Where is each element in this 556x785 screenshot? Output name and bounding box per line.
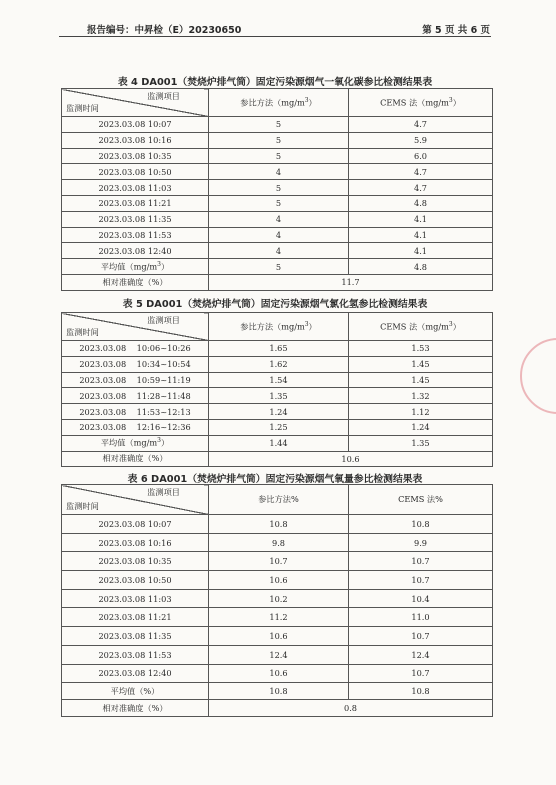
cems-value: 1.12 xyxy=(349,404,493,420)
table-header-row xyxy=(62,313,493,341)
ref-value: 4 xyxy=(209,243,349,259)
header-time-label: 监测时间 xyxy=(66,501,99,511)
header-cems-method: CEMS 法$(mg/m^3)$ xyxy=(349,89,493,117)
table-row xyxy=(62,132,493,148)
table-row xyxy=(62,589,493,608)
time-cell: 2023.03.08 10:07 xyxy=(62,515,209,534)
table-row xyxy=(62,164,493,180)
ref-value: 1.35 xyxy=(209,388,349,404)
time-cell: 2023.03.08 10:06~10:26 xyxy=(62,341,209,357)
header-item-label: 监测项目 xyxy=(147,91,180,101)
accuracy-value: 0.8 xyxy=(209,700,493,717)
header-ref-method: 参比方法% xyxy=(209,485,349,515)
table-row xyxy=(62,180,493,196)
diagonal-header-cell xyxy=(62,485,209,515)
header-cems-method: CEMS 法% xyxy=(349,485,493,515)
ref-value: 10.8 xyxy=(209,515,349,534)
ref-value: 11.2 xyxy=(209,608,349,627)
ref-value: 1.62 xyxy=(209,356,349,372)
table-row xyxy=(62,341,493,357)
ref-value: 4 xyxy=(209,164,349,180)
ref-value: 1.24 xyxy=(209,404,349,420)
time-cell: 2023.03.08 11:03 xyxy=(62,589,209,608)
table-row xyxy=(62,372,493,388)
table5-caption: 表 5 DA001（焚烧炉排气筒）固定污染源烟气氯化氢参比检测结果表 xyxy=(122,299,428,310)
header-divider xyxy=(59,36,491,37)
average-label: 平均值$(mg/m^3)$ xyxy=(62,435,209,451)
table6-caption: 表 6 DA001（焚烧炉排气筒）固定污染源烟气氧量参比检测结果表 xyxy=(127,474,423,485)
average-label: 平均值$(mg/m^3)$ xyxy=(62,259,209,275)
table-row xyxy=(62,419,493,435)
time-cell: 2023.03.08 10:16 xyxy=(62,132,209,148)
time-cell: 2023.03.08 12:16~12:36 xyxy=(62,419,209,435)
time-cell: 2023.03.08 11:28~11:48 xyxy=(62,388,209,404)
time-cell: 2023.03.08 11:21 xyxy=(62,608,209,627)
time-cell: 2023.03.08 12:40 xyxy=(62,664,209,683)
ref-value: 5 xyxy=(209,132,349,148)
table-row xyxy=(62,404,493,420)
ref-value: 5 xyxy=(209,117,349,133)
time-cell: 2023.03.08 10:34~10:54 xyxy=(62,356,209,372)
time-cell: 2023.03.08 10:07 xyxy=(62,117,209,133)
ref-value: 5 xyxy=(209,148,349,164)
accuracy-label: 相对准确度（%） xyxy=(62,700,209,717)
time-cell: 2023.03.08 11:53~12:13 xyxy=(62,404,209,420)
average-ref: 5 xyxy=(209,259,349,275)
ref-value: 10.6 xyxy=(209,571,349,590)
time-cell: 2023.03.08 11:03 xyxy=(62,180,209,196)
time-cell: 2023.03.08 10:50 xyxy=(62,571,209,590)
table-row xyxy=(62,243,493,259)
ref-value: 4 xyxy=(209,211,349,227)
time-cell: 2023.03.08 10:35 xyxy=(62,552,209,571)
page-indicator: 第 5 页 共 6 页 xyxy=(422,25,490,36)
header-time-label: 监测时间 xyxy=(66,103,99,113)
average-ref: 1.44 xyxy=(209,435,349,451)
average-row xyxy=(62,435,493,451)
average-row xyxy=(62,683,493,700)
ref-value: 1.65 xyxy=(209,341,349,357)
table-row xyxy=(62,117,493,133)
cems-value: 6.0 xyxy=(349,148,493,164)
time-cell: 2023.03.08 10:59~11:19 xyxy=(62,372,209,388)
table-row xyxy=(62,608,493,627)
ref-value: 1.25 xyxy=(209,419,349,435)
table-row xyxy=(62,148,493,164)
ref-value: 4 xyxy=(209,227,349,243)
seal-stamp xyxy=(520,338,556,414)
ref-value: 9.8 xyxy=(209,533,349,552)
table4 xyxy=(61,88,493,291)
cems-value: 1.45 xyxy=(349,372,493,388)
report-number: 报告编号：中昇检（E）20230650 xyxy=(87,25,242,36)
table-row xyxy=(62,211,493,227)
table-header-row xyxy=(62,485,493,515)
accuracy-row xyxy=(62,451,493,467)
cems-value: 5.9 xyxy=(349,132,493,148)
cems-value: 12.4 xyxy=(349,645,493,664)
cems-value: 10.7 xyxy=(349,552,493,571)
time-cell: 2023.03.08 10:50 xyxy=(62,164,209,180)
time-cell: 2023.03.08 11:35 xyxy=(62,627,209,646)
time-cell: 2023.03.08 10:35 xyxy=(62,148,209,164)
cems-value: 4.1 xyxy=(349,227,493,243)
ref-value: 10.6 xyxy=(209,627,349,646)
cems-value: 4.7 xyxy=(349,180,493,196)
cems-value: 10.7 xyxy=(349,571,493,590)
ref-value: 1.54 xyxy=(209,372,349,388)
cems-value: 10.7 xyxy=(349,664,493,683)
average-ref: 10.8 xyxy=(209,683,349,700)
ref-value: 10.2 xyxy=(209,589,349,608)
header-ref-method: 参比方法$(mg/m^3)$ xyxy=(209,89,349,117)
table-row xyxy=(62,552,493,571)
diagonal-header-cell xyxy=(62,313,209,341)
table-row xyxy=(62,227,493,243)
table6 xyxy=(61,484,493,717)
header-time-label: 监测时间 xyxy=(66,327,99,337)
accuracy-label: 相对准确度（%） xyxy=(62,451,209,467)
cems-value: 10.7 xyxy=(349,627,493,646)
cems-value: 9.9 xyxy=(349,533,493,552)
table-row xyxy=(62,664,493,683)
cems-value: 10.4 xyxy=(349,589,493,608)
cems-value: 1.45 xyxy=(349,356,493,372)
time-cell: 2023.03.08 11:21 xyxy=(62,195,209,211)
time-cell: 2023.03.08 11:35 xyxy=(62,211,209,227)
header-item-label: 监测项目 xyxy=(147,315,180,325)
table-row xyxy=(62,627,493,646)
diagonal-header-cell xyxy=(62,89,209,117)
time-cell: 2023.03.08 11:53 xyxy=(62,227,209,243)
table5 xyxy=(61,312,493,467)
time-cell: 2023.03.08 10:16 xyxy=(62,533,209,552)
average-cems: 10.8 xyxy=(349,683,493,700)
table-row xyxy=(62,195,493,211)
accuracy-value: 10.6 xyxy=(209,451,493,467)
ref-value: 5 xyxy=(209,180,349,196)
cems-value: 1.32 xyxy=(349,388,493,404)
header-cems-method: CEMS 法$(mg/m^3)$ xyxy=(349,313,493,341)
cems-value: 4.1 xyxy=(349,243,493,259)
time-cell: 2023.03.08 12:40 xyxy=(62,243,209,259)
average-cems: 4.8 xyxy=(349,259,493,275)
cems-value: 4.1 xyxy=(349,211,493,227)
table-row xyxy=(62,645,493,664)
ref-value: 5 xyxy=(209,195,349,211)
cems-value: 4.7 xyxy=(349,164,493,180)
table4-caption: 表 4 DA001（焚烧炉排气筒）固定污染源烟气一氧化碳参比检测结果表 xyxy=(117,77,433,88)
cems-value: 4.7 xyxy=(349,117,493,133)
cems-value: 1.24 xyxy=(349,419,493,435)
average-cems: 1.35 xyxy=(349,435,493,451)
ref-value: 10.6 xyxy=(209,664,349,683)
table-row xyxy=(62,515,493,534)
cems-value: 4.8 xyxy=(349,195,493,211)
accuracy-label: 相对准确度（%） xyxy=(62,274,209,290)
average-row xyxy=(62,259,493,275)
table-row xyxy=(62,388,493,404)
header-item-label: 监测项目 xyxy=(147,487,180,497)
ref-value: 10.7 xyxy=(209,552,349,571)
cems-value: 1.53 xyxy=(349,341,493,357)
accuracy-row xyxy=(62,700,493,717)
average-label: 平均值（%） xyxy=(62,683,209,700)
table-row xyxy=(62,533,493,552)
table-row xyxy=(62,571,493,590)
accuracy-row xyxy=(62,274,493,290)
time-cell: 2023.03.08 11:53 xyxy=(62,645,209,664)
accuracy-value: 11.7 xyxy=(209,274,493,290)
table-row xyxy=(62,356,493,372)
ref-value: 12.4 xyxy=(209,645,349,664)
table-header-row xyxy=(62,89,493,117)
cems-value: 11.0 xyxy=(349,608,493,627)
cems-value: 10.8 xyxy=(349,515,493,534)
header-ref-method: 参比方法$(mg/m^3)$ xyxy=(209,313,349,341)
